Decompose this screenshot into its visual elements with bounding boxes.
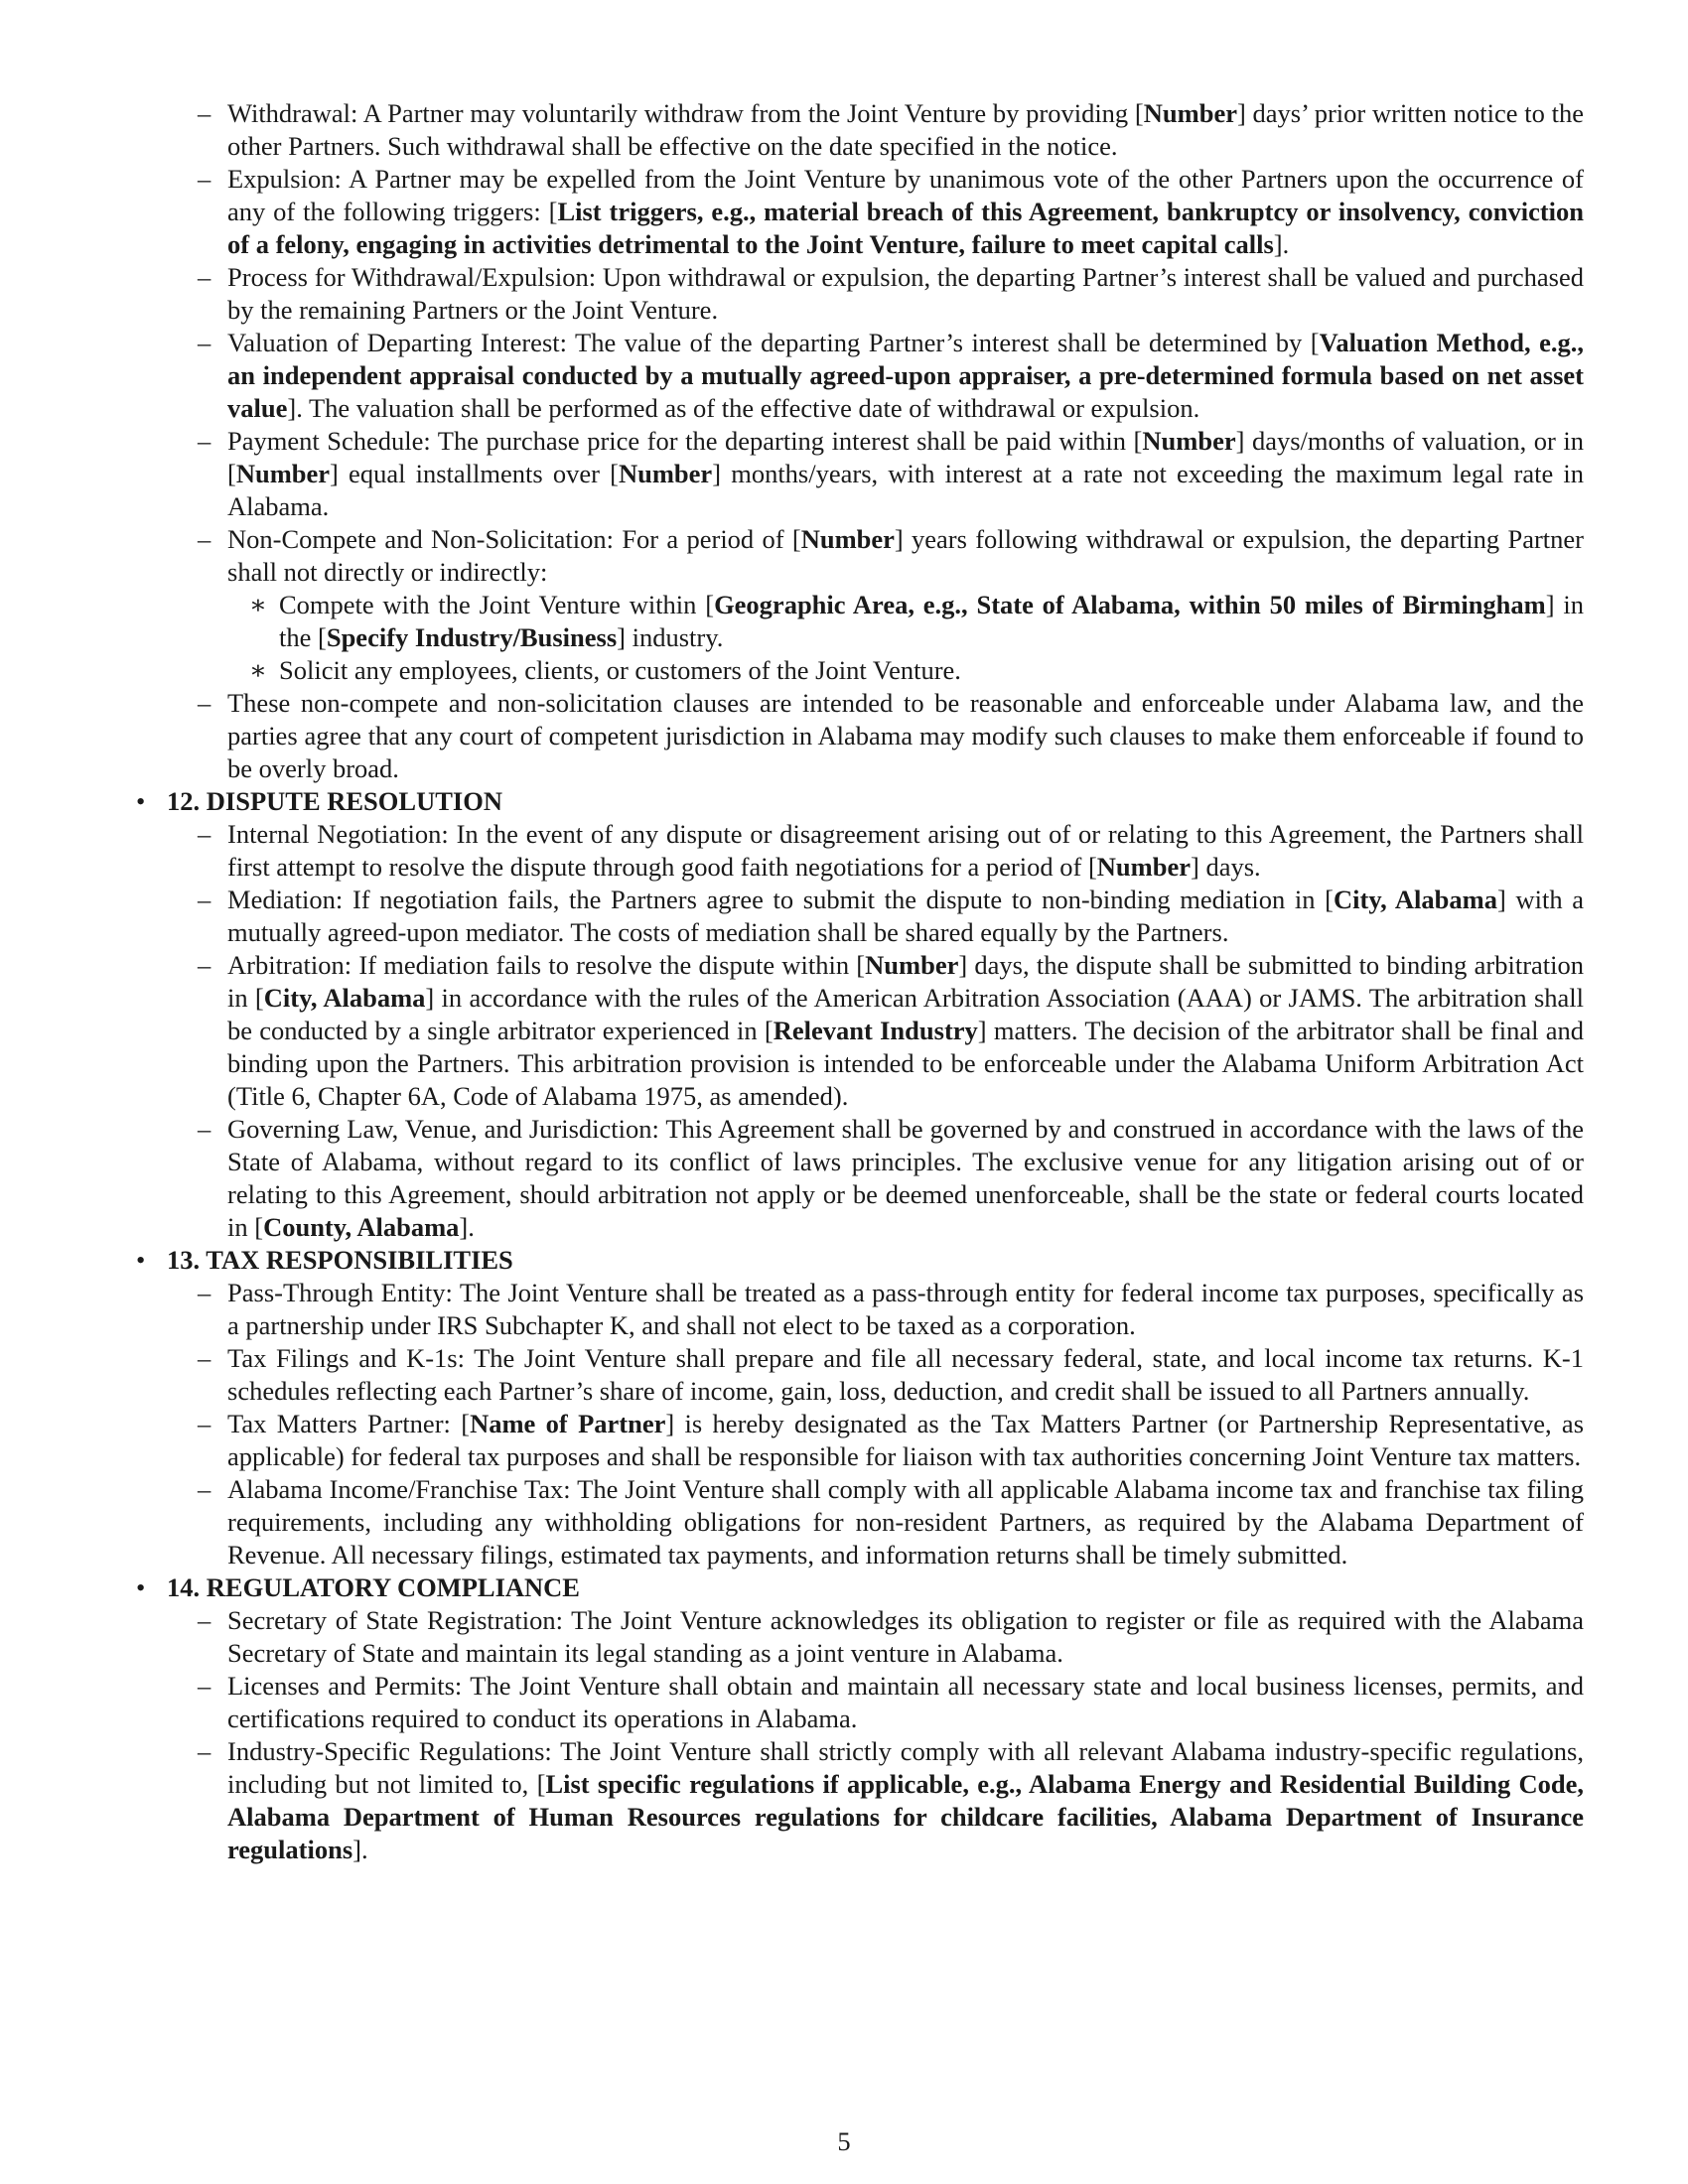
asterisk-bullet-icon: ∗ [249,590,268,619]
clause-text: ] matters. The decision of the arbitrator shall be final and binding upon the Partners. This arbitration provision is intended to be enforceable under the Alabama Uniform Arbitration Act (Title 6, Chapter 6A, Code of Alabama 1975, as amended). [227,1016,1585,1111]
placeholder-text: Number [618,459,713,488]
placeholder-text: Number [865,950,959,980]
clause-item [0,1408,1688,1473]
clause-label: Internal Negotiation: [227,819,449,849]
clause-label: Licenses and Permits: [227,1671,463,1701]
clause-label: Industry-Specific Regulations: [227,1736,552,1766]
clause-text: ] industry. [617,622,724,652]
clause-label: Process for Withdrawal/Expulsion: [227,262,597,292]
dash-bullet-icon: – [198,426,211,456]
placeholder-text: Relevant Industry [773,1016,978,1045]
clause-text: Upon withdrawal or expulsion, the departing Partner’s interest shall be valued and purchased by the remaining Partners or the Joint Venture. [227,262,1584,325]
dash-bullet-icon: – [198,328,211,357]
dash-bullet-icon: – [198,524,211,554]
placeholder-text: Valuation Method, e.g., an independent appraisal conducted by a mutually agreed-upon appraiser, a pre-determined formula based on net asset value [227,328,1584,423]
dash-bullet-icon: – [198,262,211,292]
sub-clause-item [0,654,1688,687]
dash-bullet-icon: – [198,1409,211,1438]
clause-item [0,1277,1688,1342]
clause-item [0,818,1688,884]
placeholder-text: List specific regulations if applicable, e.g., Alabama Energy and Residential Building Code, Alabama Department of Human Resources regulations for childcare facilities, Alabama Department of Insurance regulations [227,1769,1584,1864]
clause-text: The Joint Venture shall be treated as a pass-through entity for federal income tax purposes, specifically as a partnership under IRS Subchapter K, and shall not elect to be taxed as a corporation. [227,1278,1585,1340]
clause-text: ] months/years, with interest at a rate not exceeding the maximum legal rate in Alabama. [227,459,1584,521]
clause-text: The purchase price for the departing interest shall be paid within [ [430,426,1143,456]
placeholder-text: Number [1142,426,1236,456]
placeholder-text: Number [800,524,895,554]
placeholder-text: List triggers, e.g., material breach of this Agreement, bankruptcy or insolvency, conviction of a felony, engaging in activities detrimental to the Joint Venture, failure to meet capital calls [227,197,1585,259]
section-heading [0,1244,1688,1277]
clause-item [0,1473,1688,1571]
clause-text: In the event of any dispute or disagreement arising out of or relating to this Agreement, the Partners shall first attempt to resolve the dispute through good faith negotiations for a period of [ [227,819,1584,882]
clause-item [0,163,1688,261]
clause-label: Expulsion: [227,164,342,194]
clause-label: Payment Schedule: [227,426,431,456]
placeholder-text: Number [235,459,331,488]
clause-text: ] is hereby designated as the Tax Matters Partner (or Partnership Representative, as applicable) for federal tax purposes and shall be responsible for liaison with tax authorities concerning Joint Venture tax matters. [227,1409,1585,1471]
clause-item [0,1113,1688,1244]
clause-label: Withdrawal: [227,98,358,128]
clause-text: ] in accordance with the rules of the American Arbitration Association (AAA) or JAMS. The arbitration shall be conducted by a single arbitrator experienced in [ [227,983,1584,1045]
clause-label: Valuation of Departing Interest: [227,328,567,357]
bullet-icon: • [136,786,146,816]
clause-text: ] days. [1191,852,1261,882]
clause-item [0,884,1688,949]
clause-text: If mediation fails to resolve the dispute within [ [352,950,866,980]
clause-text: If negotiation fails, the Partners agree to submit the dispute to non-binding mediation in [ [343,885,1334,914]
clause-item [0,1670,1688,1735]
clause-text: ] equal installments over [ [330,459,619,488]
placeholder-text: City, Alabama [263,983,426,1013]
clause-text: ] in the [ [279,590,1584,652]
clause-item [0,1604,1688,1670]
section-heading-text: 14. REGULATORY COMPLIANCE [167,1572,580,1602]
dash-bullet-icon: – [198,1114,211,1144]
clause-text: A Partner may be expelled from the Joint Venture by unanimous vote of the other Partners upon the occurrence of any of the following triggers: [ [227,164,1584,226]
clause-text: ]. [1273,229,1290,259]
placeholder-text: Name of Partner [470,1409,666,1438]
clause-text: The Joint Venture shall obtain and maintain all necessary state and local business licenses, permits, and certifications required to conduct its operations in Alabama. [227,1671,1584,1733]
clause-text: ] days’ prior written notice to the other Partners. Such withdrawal shall be effective on the date specified in the notice. [227,98,1584,161]
dash-bullet-icon: – [198,1605,211,1635]
dash-bullet-icon: – [198,1671,211,1701]
dash-bullet-icon: – [198,164,211,194]
clause-label: Non-Compete and Non-Solicitation: [227,524,615,554]
clause-item [0,687,1688,785]
clause-text: ]. [459,1212,475,1242]
dash-bullet-icon: – [198,688,211,718]
dash-bullet-icon: – [198,1736,211,1766]
placeholder-text: Specify Industry/Business [326,622,618,652]
asterisk-bullet-icon: ∗ [249,655,268,685]
clause-text: ] years following withdrawal or expulsion, the departing Partner shall not directly or indirectly: [227,524,1584,587]
clause-text: Compete with the Joint Venture within [ [279,590,715,619]
clause-label: Secretary of State Registration: [227,1605,563,1635]
clause-text: The Joint Venture shall comply with all applicable Alabama income tax and franchise tax filing requirements, including any withholding obligations for non-resident Partners, as required by the Alabama Department of Revenue. All necessary filings, estimated tax payments, and information returns shall be timely submitted. [227,1474,1584,1570]
clause-label: Tax Filings and K-1s: [227,1343,465,1373]
clause-item [0,949,1688,1113]
clause-item [0,327,1688,425]
clause-item [0,523,1688,589]
clause-item [0,1735,1688,1866]
clause-text: For a period of [ [614,524,801,554]
document-body [0,97,1688,1866]
placeholder-text: County, Alabama [263,1212,460,1242]
section-heading-text: 13. TAX RESPONSIBILITIES [167,1245,513,1275]
clause-label: Mediation: [227,885,344,914]
clause-text: [ [450,1409,471,1438]
clause-item [0,425,1688,523]
dash-bullet-icon: – [198,98,211,128]
clause-item [0,261,1688,327]
clause-text: ] days, the dispute shall be submitted to binding arbitration in [ [227,950,1585,1013]
bullet-icon: • [136,1245,146,1275]
section-heading-text: 12. DISPUTE RESOLUTION [167,786,502,816]
clause-label: Pass-Through Entity: [227,1278,453,1307]
placeholder-text: Number [1143,98,1237,128]
section-heading [0,785,1688,818]
bullet-icon: • [136,1572,146,1602]
dash-bullet-icon: – [198,1278,211,1307]
clause-label: Arbitration: [227,950,352,980]
clause-text: ]. The valuation shall be performed as of the effective date of withdrawal or expulsion. [287,393,1200,423]
clause-text: This Agreement shall be governed by and construed in accordance with the laws of the State of Alabama, without regard to its conflict of laws principles. The exclusive venue for any litigation arising out of or relating to this Agreement, should arbitration not apply or be deemed unenforceable, shall be the state or federal courts located in [ [227,1114,1584,1242]
clause-text: Solicit any employees, clients, or customers of the Joint Venture. [279,655,961,685]
dash-bullet-icon: – [198,1343,211,1373]
dash-bullet-icon: – [198,1474,211,1504]
sub-clause-item [0,589,1688,654]
clause-text: ] with a mutually agreed-upon mediator. The costs of mediation shall be shared equally by the Partners. [227,885,1584,947]
clause-text: The Joint Venture shall strictly comply with all relevant Alabama industry-specific regulations, including but not limited to, [ [227,1736,1584,1799]
placeholder-text: Geographic Area, e.g., State of Alabama, within 50 miles of Birmingham [714,590,1546,619]
clause-text: ]. [352,1835,368,1864]
dash-bullet-icon: – [198,950,211,980]
clause-text: A Partner may voluntarily withdraw from the Joint Venture by providing [ [357,98,1144,128]
clause-text: These non-compete and non-solicitation clauses are intended to be reasonable and enforceable under Alabama law, and the parties agree that any court of competent jurisdiction in Alabama may modify such clauses to make them enforceable if found to be overly broad. [227,688,1584,783]
clause-item [0,1342,1688,1408]
clause-text: The value of the departing Partner’s interest shall be determined by [ [566,328,1320,357]
clause-text: ] days/months of valuation, or in [ [227,426,1584,488]
clause-label: Alabama Income/Franchise Tax: [227,1474,571,1504]
clause-text: The Joint Venture acknowledges its obligation to register or file as required with the Alabama Secretary of State and maintain its legal standing as a joint venture in Alabama. [227,1605,1585,1668]
dash-bullet-icon: – [198,885,211,914]
clause-item [0,97,1688,163]
clause-label: Tax Matters Partner: [227,1409,451,1438]
placeholder-text: Number [1096,852,1191,882]
section-heading [0,1571,1688,1604]
placeholder-text: City, Alabama [1334,885,1497,914]
clause-label: Governing Law, Venue, and Jurisdiction: [227,1114,659,1144]
clause-text: The Joint Venture shall prepare and file all necessary federal, state, and local income tax returns. K-1 schedules reflecting each Partner’s share of income, gain, loss, deduction, and credit shall be issued to all Partners annually. [227,1343,1584,1406]
dash-bullet-icon: – [198,819,211,849]
page-number: 5 [837,2126,851,2156]
